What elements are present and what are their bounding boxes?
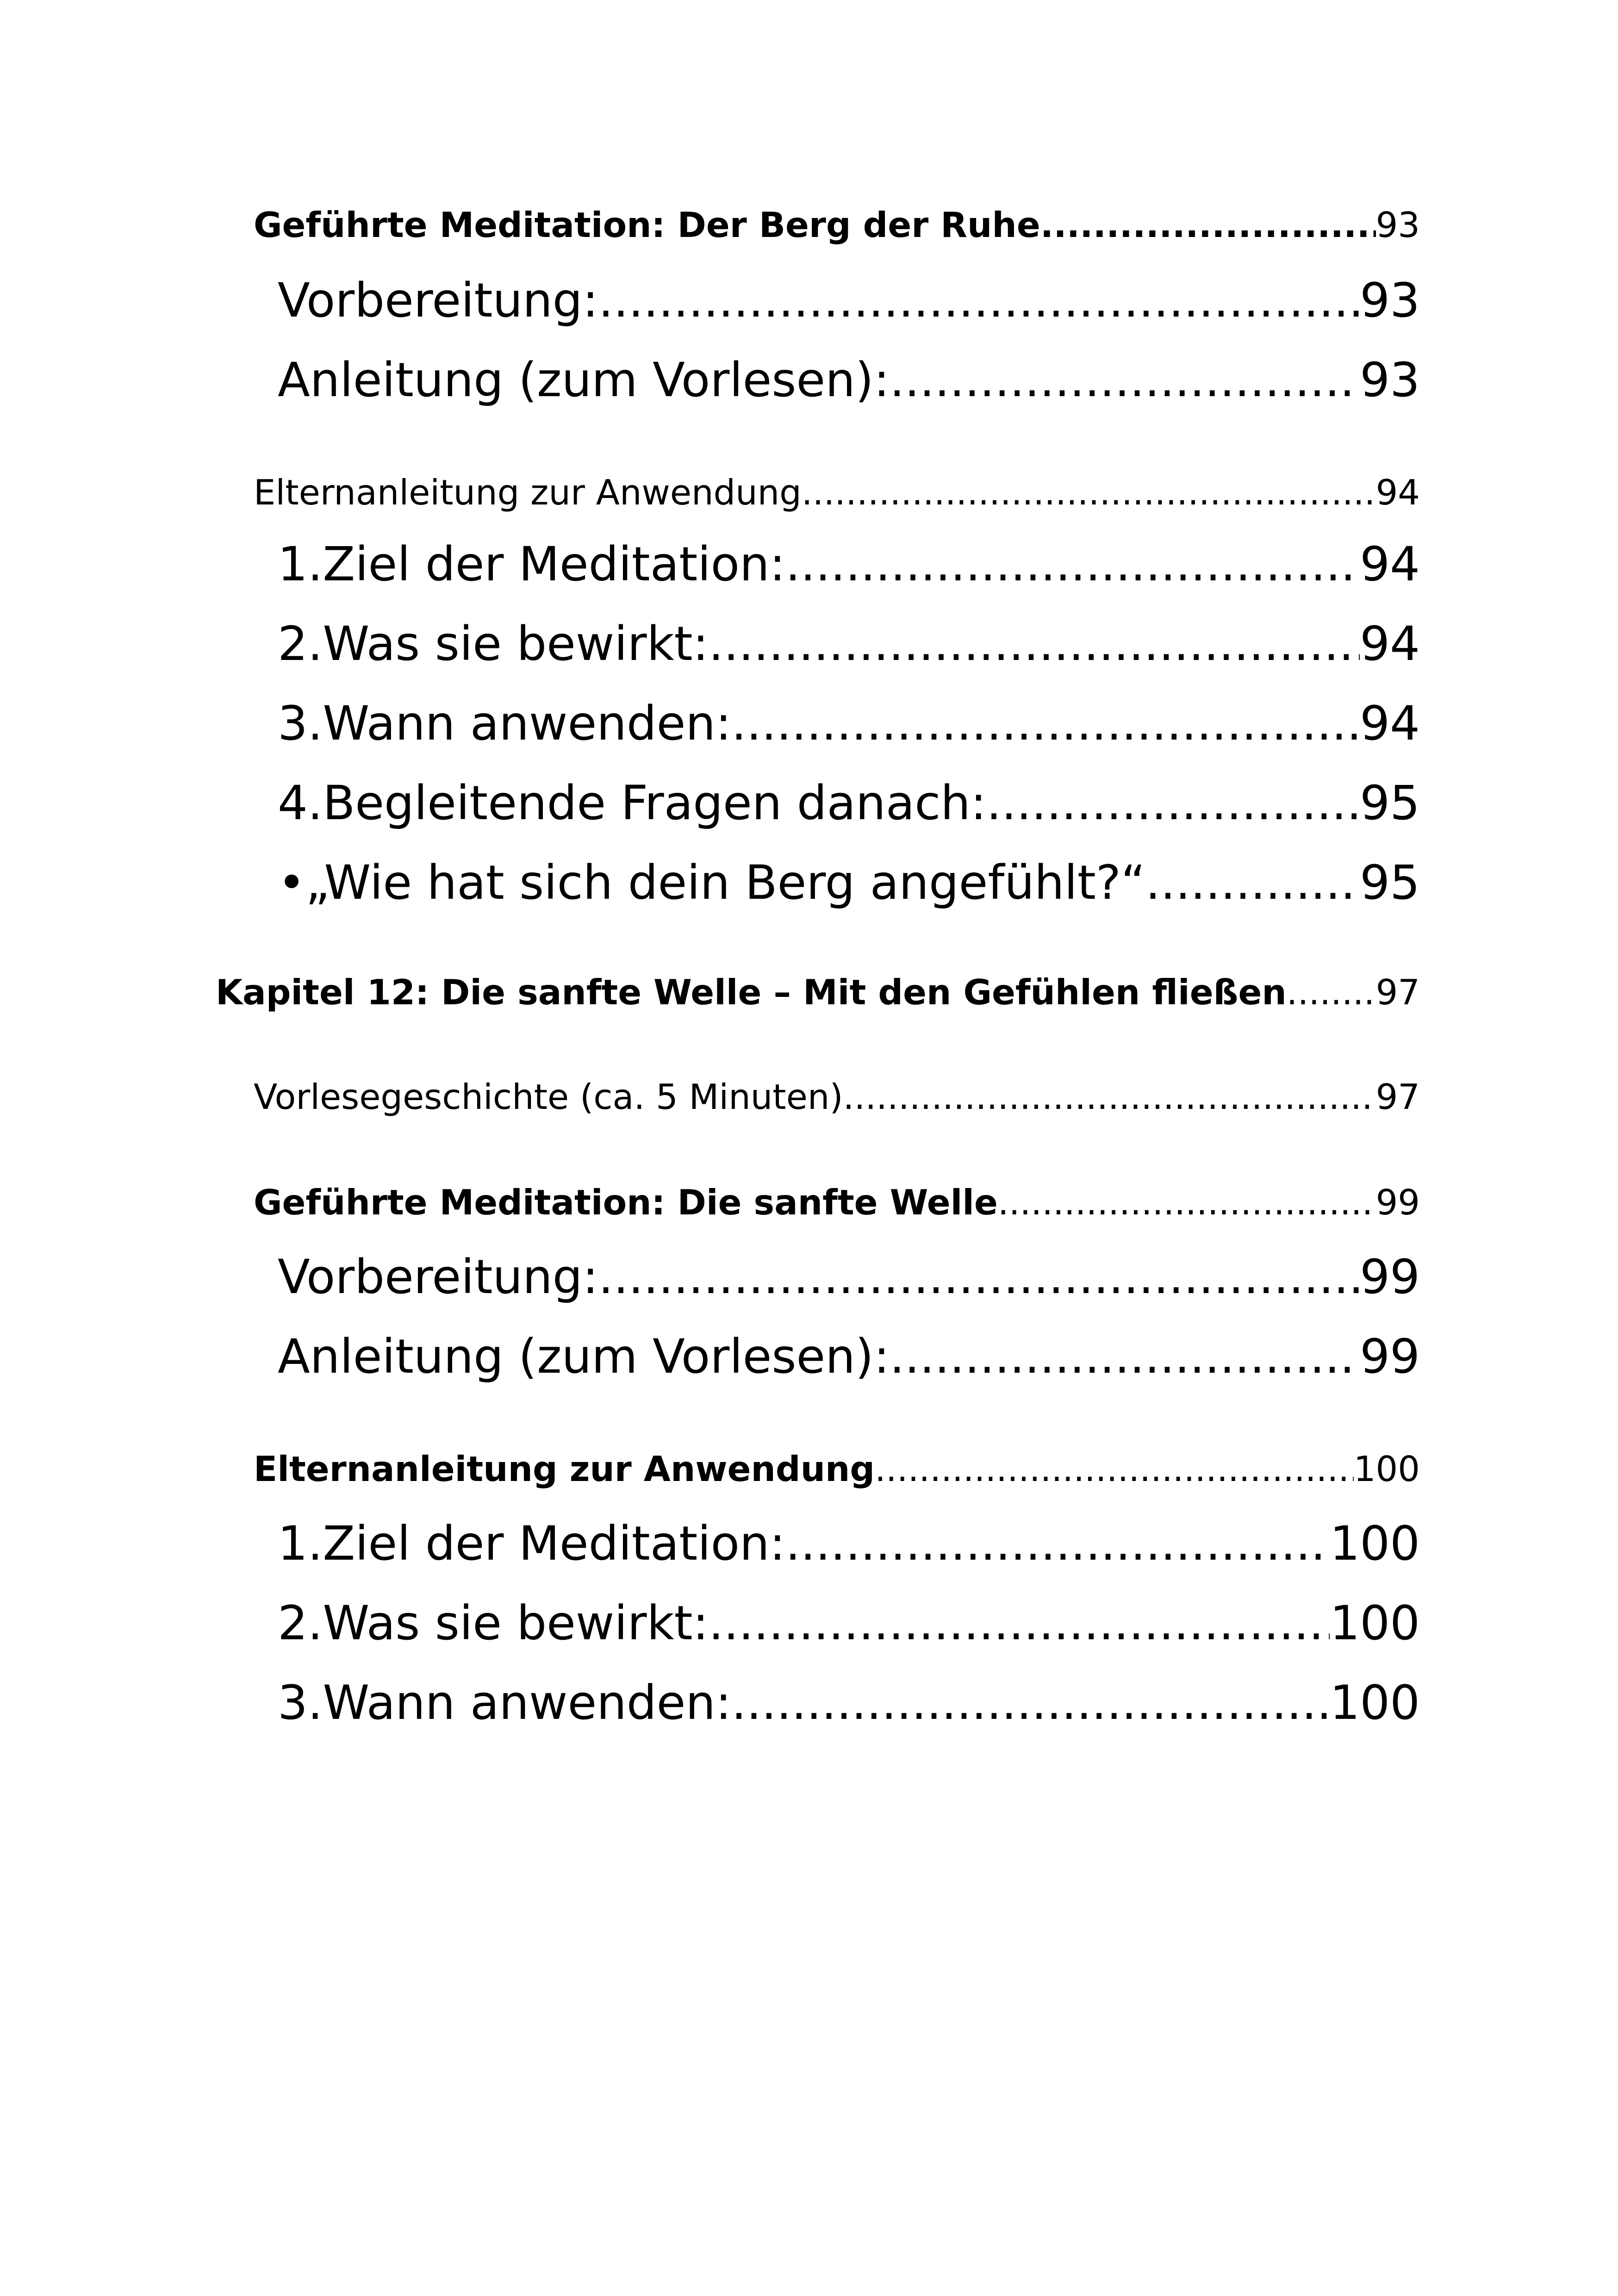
toc-page-number: 94 [1360,696,1420,751]
toc-bullet: • [278,855,306,910]
toc-leader-dots [890,1329,1360,1384]
toc-entry-anleitung-2[interactable] [278,1329,1420,1384]
toc-list-number: 3. [278,1675,323,1730]
toc-entry-title: Anleitung (zum Vorlesen): [278,353,890,408]
toc-page-number: 99 [1375,1182,1420,1223]
toc-entry-title: Was sie bewirkt: [323,1596,709,1651]
toc-leader-dots [709,616,1360,672]
toc-entry-elternanleitung-2[interactable] [254,1449,1420,1489]
toc-list-number: 2. [278,616,323,672]
toc-page-number: 100 [1330,1516,1420,1571]
toc-leader-dots [986,776,1360,831]
toc-leader-dots [1145,855,1360,910]
toc-leader-dots [1040,205,1376,245]
toc-entry-title: Wann anwenden: [323,696,732,751]
toc-entry-anleitung-1[interactable] [278,353,1420,408]
toc-page-number: 100 [1330,1675,1420,1730]
toc-entry-berg-frage[interactable] [278,855,1420,910]
toc-leader-dots [731,1675,1330,1730]
toc-entry-title: Geführte Meditation: Die sanfte Welle [254,1182,998,1223]
toc-list-number: 1. [278,537,323,592]
toc-entry-elternanleitung-1[interactable] [254,472,1420,513]
toc-page-number: 100 [1330,1596,1420,1651]
toc-page-number: 97 [1375,1076,1420,1117]
toc-leader-dots [598,1250,1360,1305]
toc-page-number: 94 [1375,472,1420,513]
toc-entry-ziel-1[interactable] [278,537,1420,592]
toc-leader-dots [785,1516,1330,1571]
toc-leader-dots [843,1076,1376,1117]
toc-entry-title: Wann anwenden: [323,1675,732,1730]
toc-leader-dots [598,273,1360,328]
toc-page-number: 95 [1360,776,1420,831]
toc-entry-wann-2[interactable] [278,1675,1420,1730]
toc-entry-title: Geführte Meditation: Der Berg der Ruhe [254,205,1040,245]
toc-leader-dots [1287,972,1376,1013]
toc-entry-vorbereitung-2[interactable] [278,1250,1420,1305]
toc-entry-title: Elternanleitung zur Anwendung [254,1449,875,1489]
toc-entry-vorlesegeschichte[interactable] [254,1076,1420,1117]
toc-entry-title: Ziel der Meditation: [323,1516,786,1571]
toc-entry-bewirkt-1[interactable] [278,616,1420,672]
toc-entry-title: Vorlesegeschichte (ca. 5 Minuten) [254,1076,843,1117]
toc-entry-ziel-2[interactable] [278,1516,1420,1571]
toc-leader-dots [785,537,1360,592]
toc-page-number: 97 [1375,972,1420,1013]
toc-list-number: 3. [278,696,323,751]
toc-leader-dots [802,472,1376,513]
toc-leader-dots [709,1596,1330,1651]
toc-entry-title: Elternanleitung zur Anwendung [254,472,802,513]
toc-list-number: 4. [278,776,323,831]
toc-entry-title: Was sie bewirkt: [323,616,709,672]
toc-page-number: 99 [1360,1250,1420,1305]
toc-entry-meditation-berg[interactable] [254,205,1420,245]
toc-entry-meditation-welle[interactable] [254,1182,1420,1223]
toc-list-number: 2. [278,1596,323,1651]
toc-entry-title: Kapitel 12: Die sanfte Welle – Mit den Gefühlen fließen [216,972,1287,1013]
toc-entry-title: Begleitende Fragen danach: [323,776,987,831]
toc-entry-wann-1[interactable] [278,696,1420,751]
toc-entry-title: Vorbereitung: [278,1250,598,1305]
toc-page-number: 94 [1360,616,1420,672]
toc-entry-title: Vorbereitung: [278,273,598,328]
toc-page-number: 100 [1353,1449,1420,1489]
toc-leader-dots [890,353,1360,408]
toc-page-number: 95 [1360,855,1420,910]
toc-entry-title: Ziel der Meditation: [323,537,786,592]
toc-list-number: 1. [278,1516,323,1571]
toc-leader-dots [731,696,1360,751]
toc-entry-title: Anleitung (zum Vorlesen): [278,1329,890,1384]
toc-entry-bewirkt-2[interactable] [278,1596,1420,1651]
toc-leader-dots [998,1182,1376,1223]
toc-entry-title: „Wie hat sich dein Berg angefühlt?“ [305,855,1145,910]
toc-entry-vorbereitung-1[interactable] [278,273,1420,328]
toc-entry-fragen-1[interactable] [278,776,1420,831]
toc-page-number: 99 [1360,1329,1420,1384]
toc-entry-kapitel-12[interactable] [216,972,1420,1013]
toc-page-number: 93 [1360,273,1420,328]
toc-page-number: 93 [1360,353,1420,408]
toc-leader-dots [875,1449,1354,1489]
toc-page-number: 93 [1375,205,1420,245]
toc-page-number: 94 [1360,537,1420,592]
